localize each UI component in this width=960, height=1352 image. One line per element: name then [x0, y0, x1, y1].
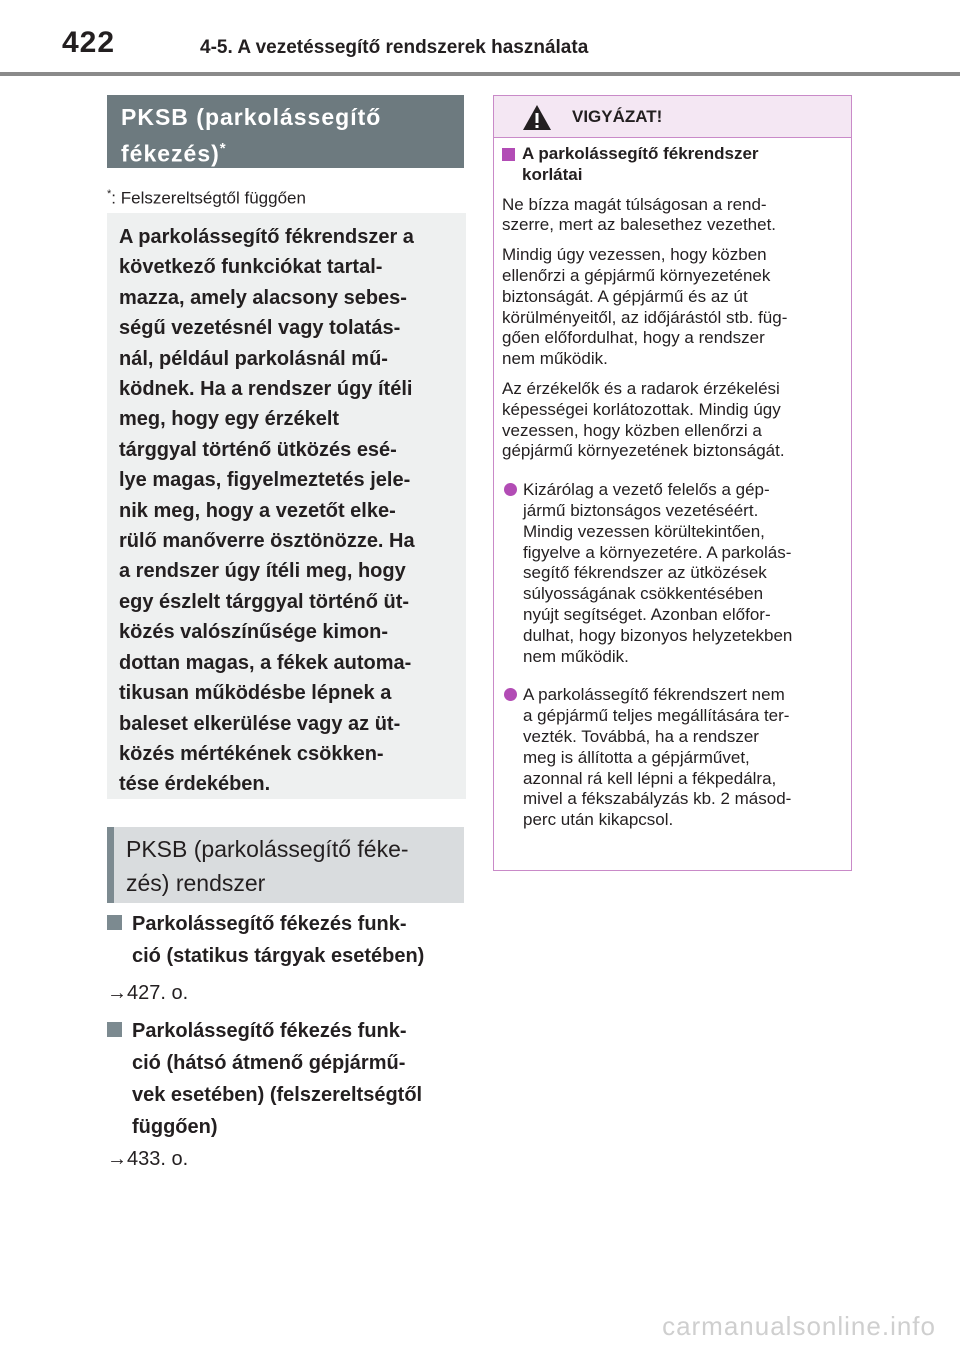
section-title-line-1: PKSB (parkolássegítő: [121, 104, 382, 130]
caution-line: azonnal rá kell lépni a fékpedálra,: [523, 768, 777, 788]
warning-triangle-icon: [522, 104, 552, 131]
section-title-line-2: fékezés)*: [121, 140, 227, 167]
caution-line: képességei korlátozottak. Mindig úgy: [502, 399, 781, 419]
caution-line: gépjármű környezetének biztonságát.: [502, 441, 785, 461]
square-bullet-icon: [107, 1022, 122, 1037]
round-bullet-icon: [504, 688, 517, 701]
caution-line: vezessen, hogy közben ellenőrzi a: [502, 420, 762, 440]
heading-line: vek esetében) (felszereltségtől: [132, 1084, 423, 1106]
title-footnote-marker: *: [219, 140, 227, 157]
summary-line: ködnek. Ha a rendszer úgy ítéli: [119, 378, 413, 401]
caution-line: Kizárólag a vezető felelős a gép-: [523, 480, 770, 500]
summary-line: rülő manőverre ösztönözze. Ha: [119, 530, 415, 553]
summary-line: tárggyal történő ütközés esé-: [119, 438, 397, 461]
caution-line: mivel a fékszabályzás kb. 2 másod-: [523, 789, 792, 809]
caution-line: nem működik.: [502, 349, 608, 369]
header-rule: [0, 72, 960, 76]
caution-body: [494, 138, 851, 831]
summary-line: nik meg, hogy a vezetőt elke-: [119, 499, 396, 522]
caution-line: Mindig vezessen körültekintően,: [523, 521, 765, 541]
round-bullet-icon: [504, 483, 517, 496]
caution-line: nem működik.: [523, 646, 629, 666]
footnote-text: : Felszereltségtől függően: [111, 188, 306, 208]
caution-line: jármű biztonságos vezetéséért.: [523, 500, 759, 520]
caution-line: dulhat, hogy bizonyos helyzetekben: [523, 625, 793, 645]
summary-line: mazza, amely alacsony sebes-: [119, 286, 407, 309]
caution-title: VIGYÁZAT!: [572, 107, 663, 126]
summary-line: nál, például parkolásnál mű-: [119, 347, 388, 370]
caution-paragraph: [502, 245, 841, 370]
summary-line: tése érdekében.: [119, 773, 271, 796]
caution-subheading-line: korlátai: [522, 164, 583, 184]
square-bullet-icon: [107, 915, 122, 930]
heading-line: ció (hátsó átmenő gépjármű-: [132, 1052, 406, 1074]
summary-line: a rendszer úgy ítéli meg, hogy: [119, 560, 406, 583]
caution-line: vezték. Továbbá, ha a rendszer: [523, 726, 759, 746]
caution-line: Mindig úgy vezessen, hogy közben: [502, 245, 767, 265]
chapter-title: 4-5. A vezetéssegítő rendszerek használata: [200, 37, 589, 58]
caution-bullet: [502, 480, 841, 667]
summary-line: baleset elkerülése vagy az üt-: [119, 712, 401, 735]
summary-line: következő funkciókat tartal-: [119, 256, 383, 279]
caution-line: gően előfordulhat, hogy a rendszer: [502, 328, 765, 348]
page-number: 422: [62, 26, 116, 59]
heading-line: Parkolássegítő fékezés funk-: [132, 913, 407, 935]
caution-subheading: [502, 144, 841, 186]
caution-line: nyújt segítséget. Azonban előfor-: [523, 604, 771, 624]
square-bullet-icon: [502, 148, 515, 161]
caution-line: körülményeitől, az időjárástól stb. füg-: [502, 307, 788, 327]
system-section-box: [107, 827, 464, 903]
summary-line: közés mértékének csökken-: [119, 742, 384, 765]
summary-line: egy észlelt tárggyal történő üt-: [119, 590, 410, 613]
caution-line: Ne bízza magát túlságosan a rend-: [502, 194, 767, 214]
caution-line: segítő fékrendszer az ütközések: [523, 563, 767, 583]
caution-subheading-line: A parkolássegítő fékrendszer: [522, 144, 759, 163]
function-heading-rear: [107, 1015, 467, 1143]
caution-line: ellenőrzi a gépjármű környezetének: [502, 265, 771, 285]
heading-line: Parkolássegítő fékezés funk-: [132, 1020, 407, 1042]
caution-paragraph: [502, 195, 841, 237]
function-heading-static: [107, 908, 467, 972]
footnote-marker: *: [107, 188, 112, 200]
summary-line: ségű vezetésnél vagy tolatás-: [119, 317, 401, 340]
heading-line: függően): [132, 1116, 218, 1138]
summary-line: tikusan működésbe lépnek a: [119, 682, 392, 705]
page-reference-link[interactable]: →433. o.: [107, 1148, 189, 1170]
watermark: carmanualsonline.info: [662, 1311, 936, 1341]
caution-header: [494, 96, 851, 138]
caution-line: a gépjármű teljes megállítására ter-: [523, 706, 790, 726]
summary-line: dottan magas, a fékek automa-: [119, 651, 412, 674]
summary-line: lye magas, figyelmeztetés jele-: [119, 469, 411, 492]
system-section-line-1: PKSB (parkolássegítő féke-: [126, 836, 409, 862]
caution-line: figyelve a környezetére. A parkolás-: [523, 542, 792, 562]
caution-line: A parkolássegítő fékrendszert nem: [523, 685, 785, 705]
system-section-line-2: zés) rendszer: [126, 870, 266, 896]
section-title-box: [107, 95, 464, 168]
footnote: [107, 188, 306, 209]
caution-box: [493, 95, 852, 871]
summary-line: közés valószínűsége kimon-: [119, 621, 388, 644]
caution-paragraph: [502, 379, 841, 462]
caution-bullet: [502, 685, 841, 831]
caution-line: Az érzékelők és a radarok érzékelési: [502, 378, 780, 398]
summary-line: meg, hogy egy érzékelt: [119, 408, 340, 431]
summary-line: A parkolássegítő fékrendszer a: [119, 226, 414, 248]
heading-line: ció (statikus tárgyak esetében): [132, 945, 425, 967]
page-reference-link[interactable]: →427. o.: [107, 982, 189, 1004]
caution-line: súlyosságának csökkentésében: [523, 584, 764, 604]
caution-line: meg is állította a gépjárművet,: [523, 747, 750, 767]
summary-box: [107, 213, 466, 799]
caution-line: biztonságát. A gépjármű és az út: [502, 286, 748, 306]
caution-line: szerre, mert az balesethez vezethet.: [502, 215, 777, 235]
caution-line: perc után kikapcsol.: [523, 810, 674, 830]
